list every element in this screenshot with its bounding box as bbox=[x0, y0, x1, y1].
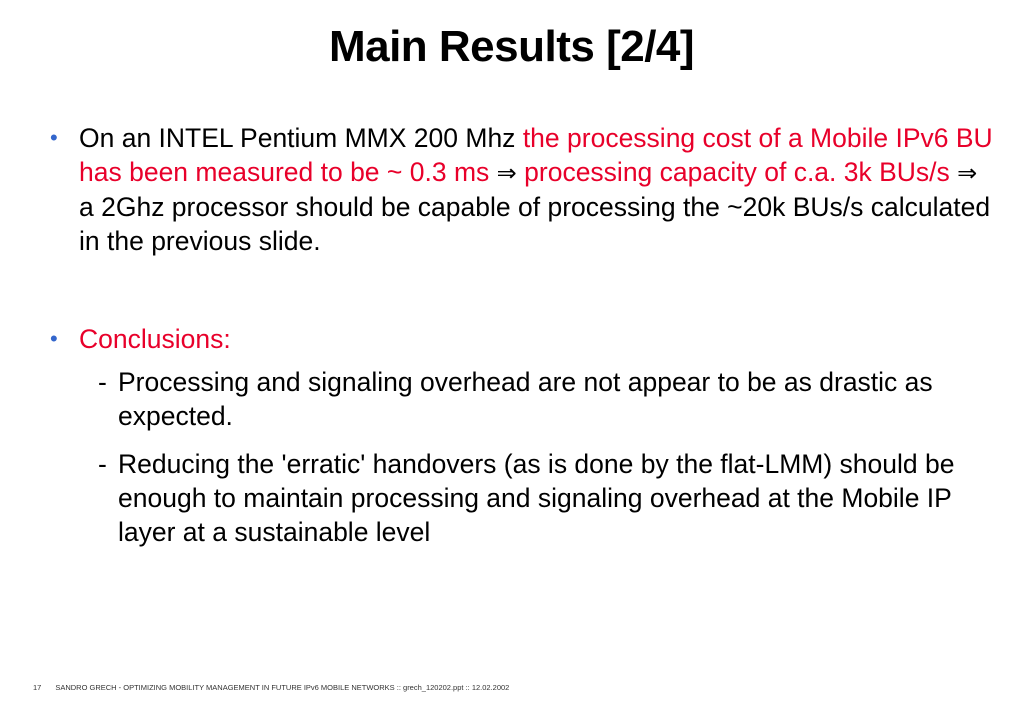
implies-arrow-icon: ⇒ bbox=[957, 159, 978, 187]
bullet1-text-conclusion: a 2Ghz processor should be capable of processing the ~20k BUs/s calculated in the previous slide. bbox=[79, 192, 991, 256]
bullet1-text-intro: On an INTEL Pentium MMX 200 Mhz bbox=[79, 123, 523, 153]
page-number: 17 bbox=[33, 683, 42, 692]
bullet-marker-icon: • bbox=[50, 125, 58, 150]
conclusion-sub-item bbox=[98, 365, 968, 433]
dash-marker: - bbox=[98, 449, 107, 479]
conclusions-heading: Conclusions: bbox=[79, 324, 231, 354]
slide-title: Main Results [2/4] bbox=[328, 22, 695, 71]
conclusion-sub-item-text: Reducing the 'erratic' handovers (as is done by the flat-LMM) should be enough to maintain processing and signaling overhead at the Mobile IP layer at a sustainable level bbox=[118, 449, 955, 547]
footer-text: SANDRO GRECH - OPTIMIZING MOBILITY MANAGEMENT IN FUTURE IPv6 MOBILE NETWORKS :: grech_120202.ppt :: 12.02.2002 bbox=[55, 683, 510, 692]
implies-arrow-icon: ⇒ bbox=[496, 159, 517, 187]
bullet-item-conclusions bbox=[50, 322, 995, 356]
conclusion-sub-item-text: Processing and signaling overhead are not appear to be as drastic as expected. bbox=[118, 367, 933, 431]
bullet-marker-icon: • bbox=[50, 326, 58, 351]
bullet1-text-highlight-cost: the processing cost of a Mobile IPv6 BU has been measured to be ~ 0.3 ms bbox=[79, 123, 993, 187]
bullet-item-processing-cost bbox=[50, 121, 995, 258]
slide-footer bbox=[33, 683, 509, 692]
conclusion-sub-item bbox=[98, 447, 968, 549]
bullet1-text-highlight-capacity: processing capacity of c.a. 3k BUs/s bbox=[524, 157, 950, 187]
slide-body bbox=[50, 121, 995, 549]
dash-marker: - bbox=[98, 367, 107, 397]
